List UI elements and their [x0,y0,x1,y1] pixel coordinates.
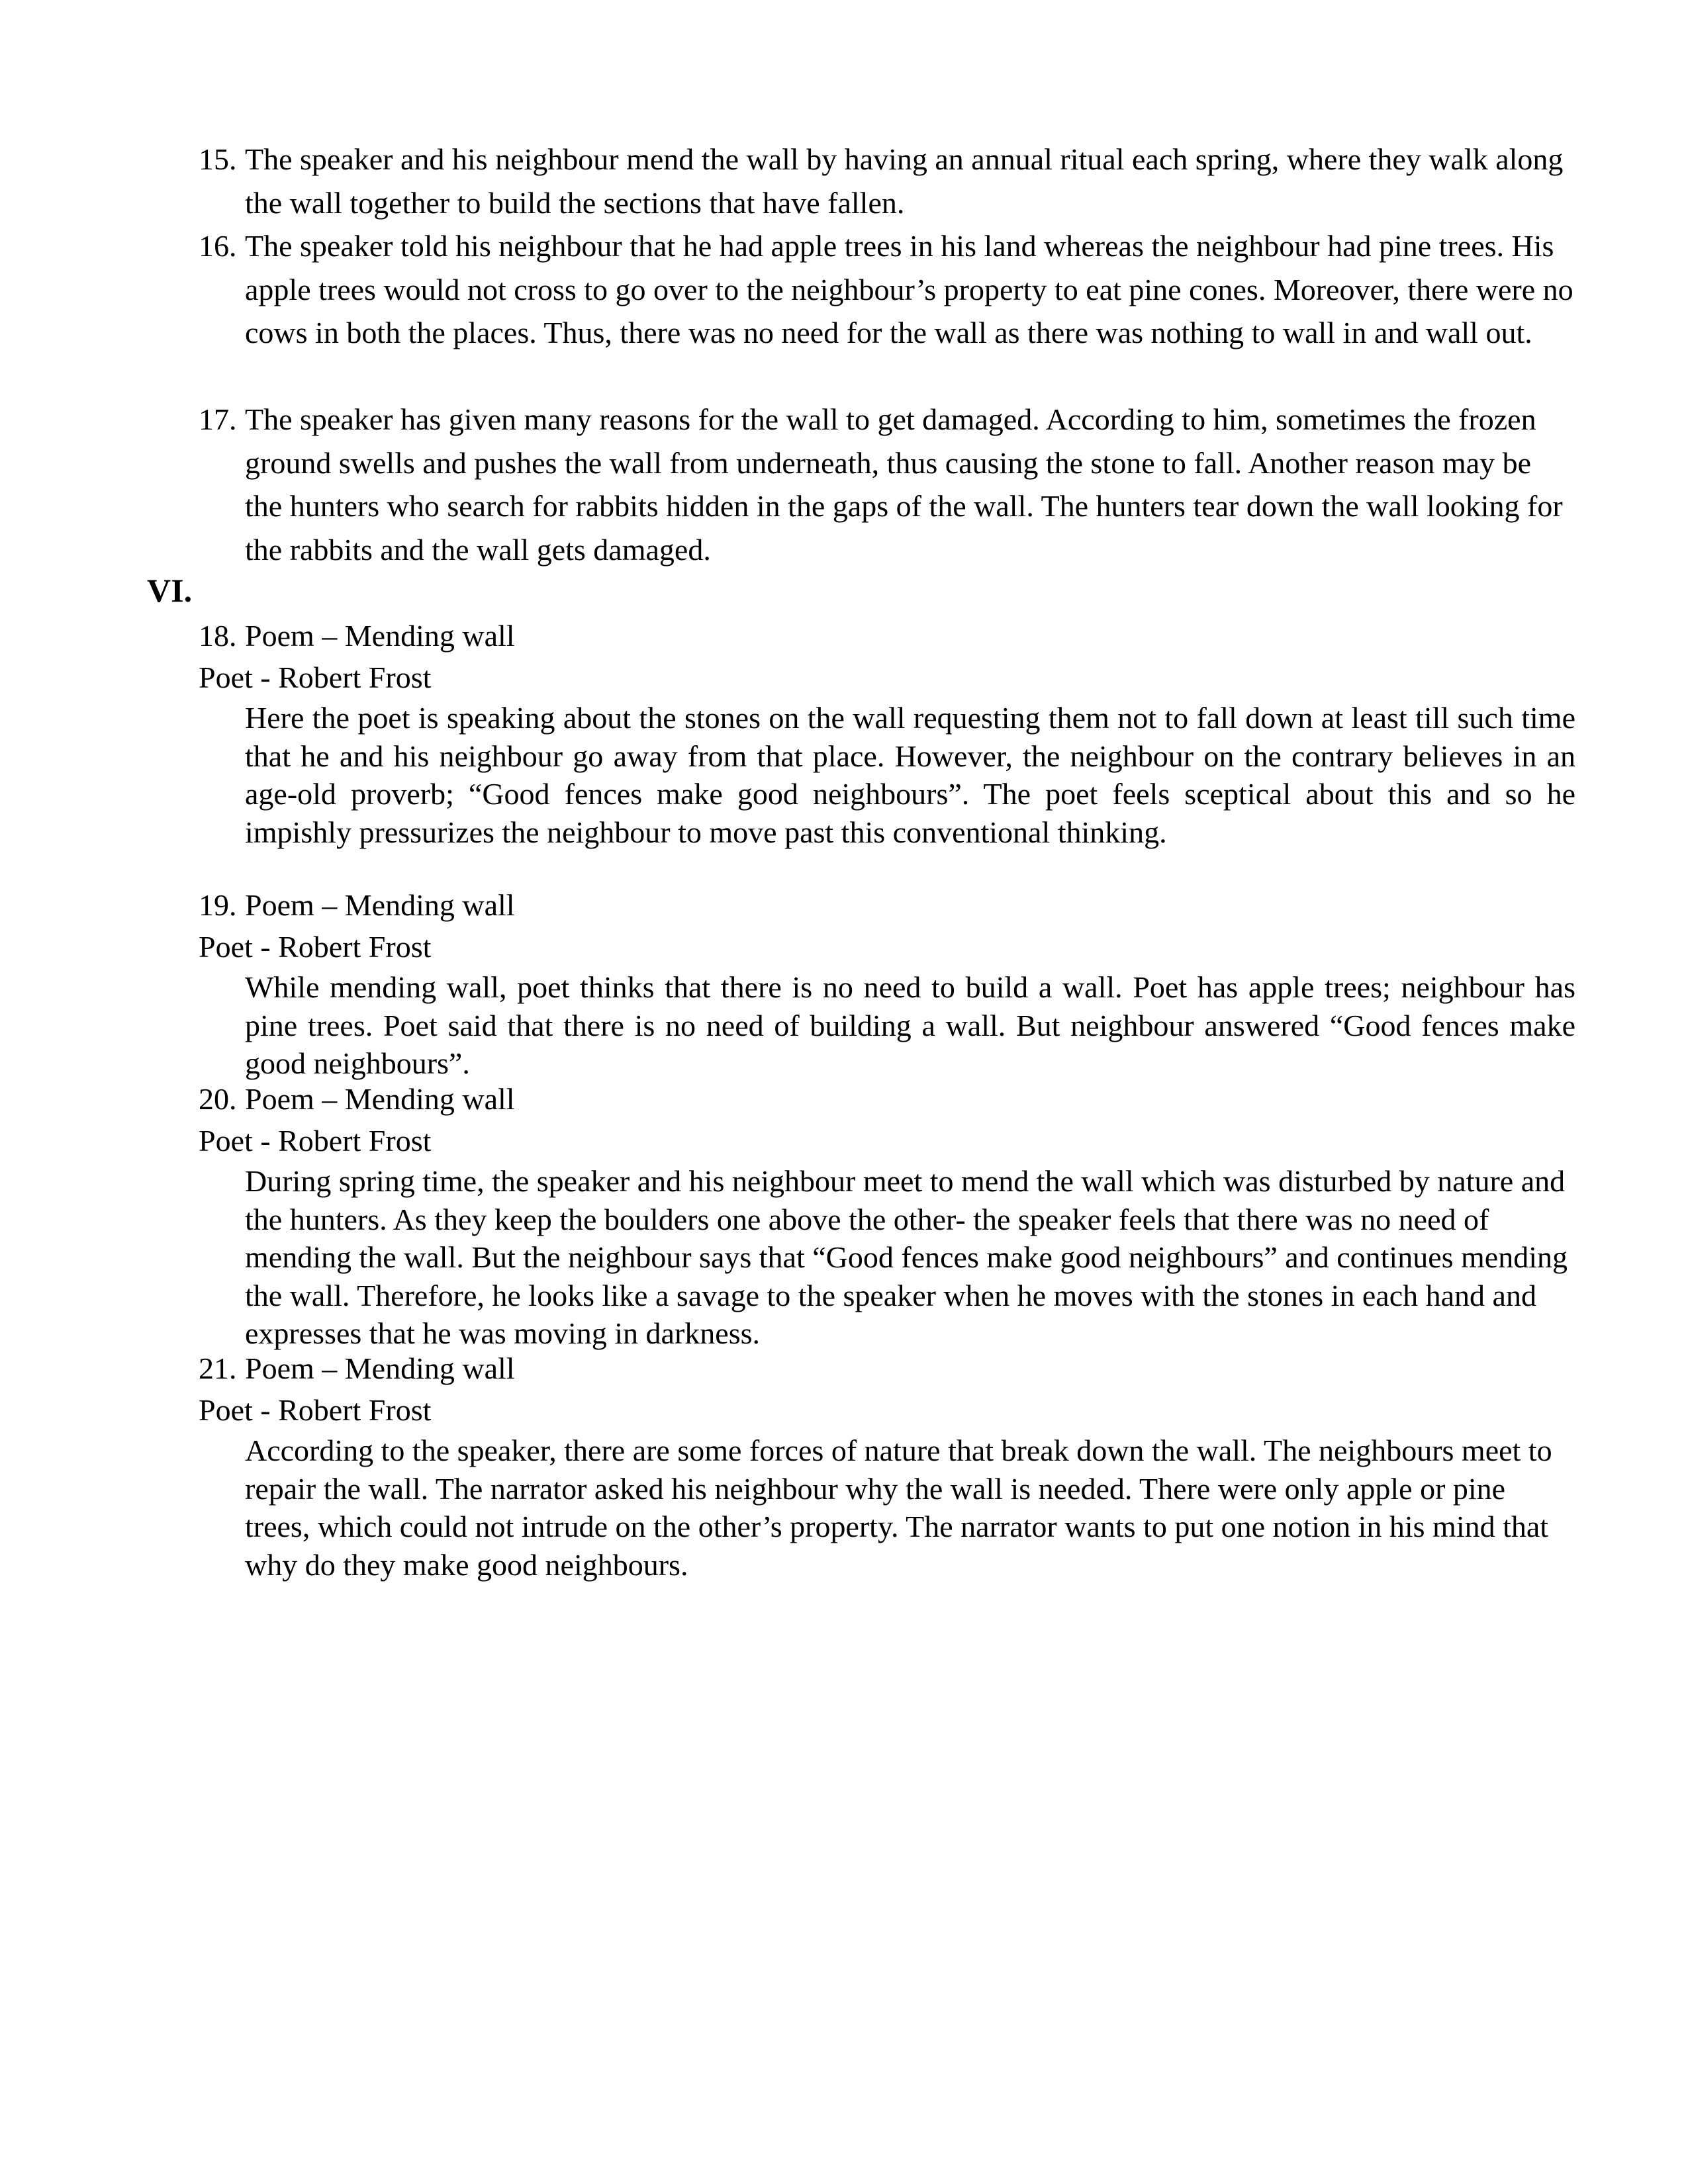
extract-18-poem [199,615,515,657]
extract-19-poem [199,885,515,926]
section-heading: VI. [147,572,193,609]
extract-19-poet: Poet - Robert Frost [199,930,432,964]
answer-17 [199,398,1575,571]
extract-21-poet: Poet - Robert Frost [199,1393,432,1427]
extract-18-text: Here the poet is speaking about the stones on the wall requesting them not to fall down at least till such time that he and his neighbour go away from that place. However, the neighbour on the contrary believes in an age-old proverb; “Good fences make good neighbours”. The poet feels sceptical about this and so he impishly pressurizes the neighbour to move past this conventional thinking. [245,701,1575,849]
extract-21-text: According to the speaker, there are some forces of nature that break down the wall. The neighbours meet to repair the wall. The narrator asked his neighbour why the wall is needed. There were only apple or pine trees, which could not intrude on the other’s property. The narrator wants to put one notion in his mind that why do they make good neighbours. [245,1433,1552,1582]
extract-20-poet: Poet - Robert Frost [199,1124,432,1158]
answer-16 [199,224,1575,355]
answer-text: The speaker has given many reasons for the wall to get damaged. According to him, sometimes the frozen ground swells and pushes the wall from underneath, thus causing the stone to fall. Another reason may be the hunters who search for rabbits hidden in the gaps of the wall. The hunters tear down the wall looking for the rabbits and the wall gets damaged. [245,402,1563,567]
poem-title: Poem – Mending wall [245,1082,515,1116]
extract-19-text: While mending wall, poet thinks that there is no need to build a wall. Poet has apple trees; neighbour has pine trees. Poet said that there is no need of building a wall. But neighbour answered “Good fences make good neighbours”. [245,970,1575,1080]
extract-21-poem [199,1348,515,1389]
answer-number: 16. [199,229,237,263]
extract-number: 20. [199,1082,237,1116]
extract-number: 21. [199,1351,237,1385]
extract-number: 18. [199,619,237,653]
poem-title: Poem – Mending wall [245,888,515,922]
answer-number: 15. [199,142,237,176]
poem-title: Poem – Mending wall [245,1351,515,1385]
answer-text: The speaker and his neighbour mend the wall by having an annual ritual each spring, where they walk along the wall together to build the sections that have fallen. [245,142,1564,220]
answer-text: The speaker told his neighbour that he had apple trees in his land whereas the neighbour had pine trees. His apple trees would not cross to go over to the neighbour’s property to eat pine cones. Moreover, there were no cows in both the places. Thus, there was no need for the wall as there was nothing to wall in and wall out. [245,229,1573,349]
extract-20-text: During spring time, the speaker and his neighbour meet to mend the wall which was disturbed by nature and the hunters. As they keep the boulders one above the other- the speaker feels that there was no need of mending the wall. But the neighbour says that “Good fences make good neighbours” and continues mending the wall. Therefore, he looks like a savage to the speaker when he moves with the stones in each hand and expresses that he was moving in darkness. [245,1164,1568,1350]
extract-number: 19. [199,888,237,922]
extract-18-poet: Poet - Robert Frost [199,660,432,694]
answer-15 [199,138,1575,224]
poem-title: Poem – Mending wall [245,619,515,653]
extract-20-poem [199,1079,515,1120]
answer-number: 17. [199,402,237,436]
